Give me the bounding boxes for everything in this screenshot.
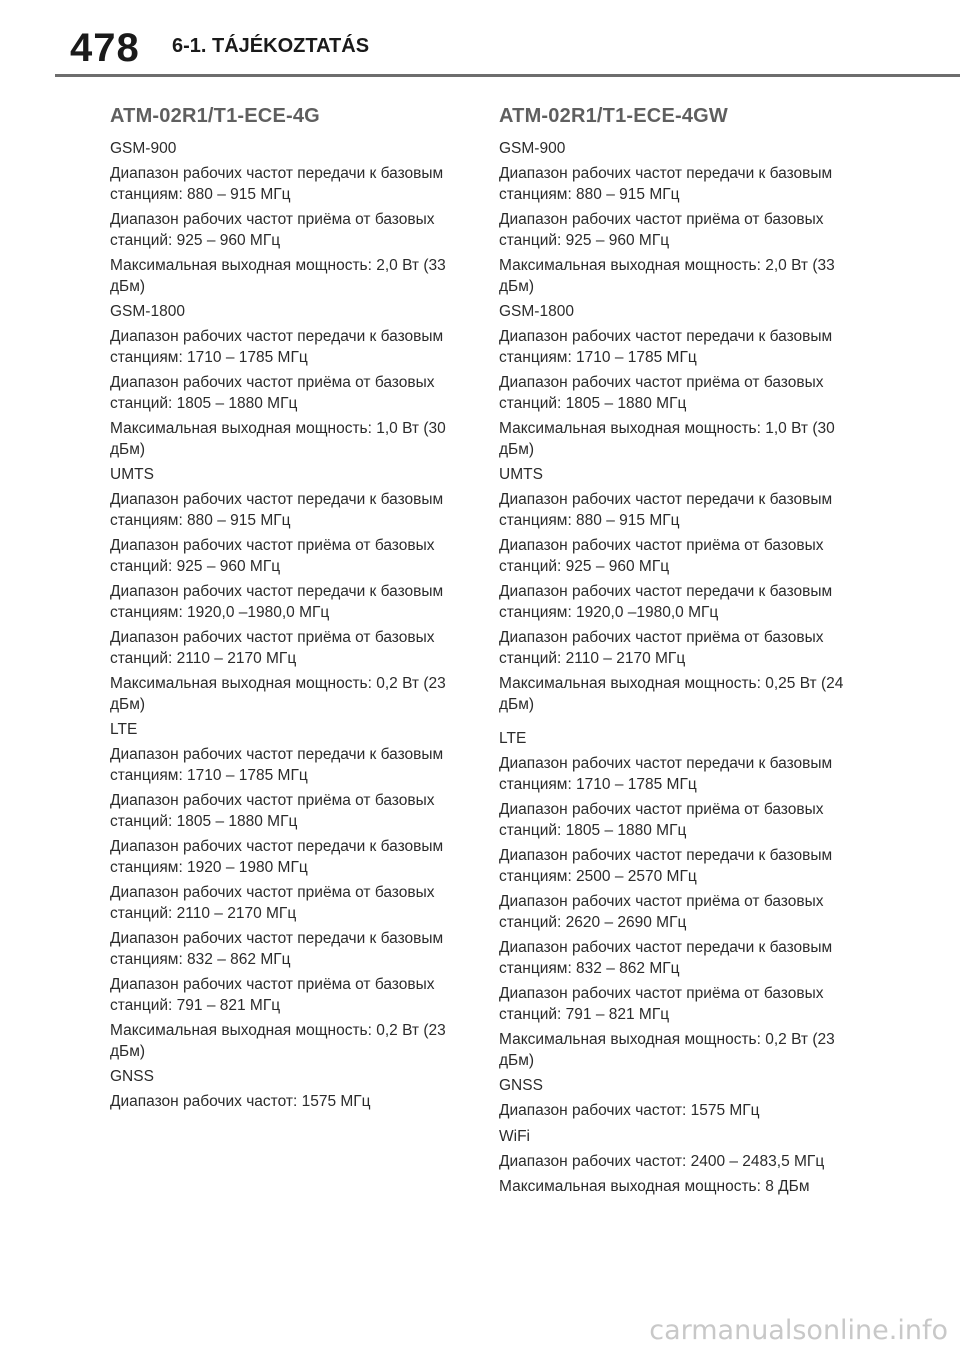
band-heading: LTE xyxy=(110,721,138,738)
spec-line: Диапазон рабочих частот приёма от базовых станций: 791 – 821 МГц xyxy=(499,985,824,1023)
left-column xyxy=(110,104,462,1118)
spec-line: Максимальная выходная мощность: 1,0 Вт (30 дБм) xyxy=(499,420,835,458)
spec-line: Диапазон рабочих частот передачи к базовым станциям: 1920,0 –1980,0 МГц xyxy=(499,583,833,621)
band-heading: WiFi xyxy=(499,1127,530,1145)
spec-line: Диапазон рабочих частот передачи к базовым станциям: 1710 – 1785 МГц xyxy=(499,328,833,366)
spec-line: Максимальная выходная мощность: 0,2 Вт (23 дБм) xyxy=(110,1022,446,1060)
spec-line: Диапазон рабочих частот приёма от базовых станций: 1805 – 1880 МГц xyxy=(499,374,824,412)
band-heading: GNSS xyxy=(499,1077,543,1094)
watermark: carmanualsonline.info xyxy=(649,1315,948,1346)
spec-line: Диапазон рабочих частот приёма от базовых станций: 2620 – 2690 МГц xyxy=(499,893,824,931)
spec-line: Диапазон рабочих частот передачи к базовым станциям: 1710 – 1785 МГц xyxy=(499,755,833,793)
section-title: 6-1. TÁJÉKOZTATÁS xyxy=(172,35,370,57)
spec-line: Диапазон рабочих частот передачи к базовым станциям: 880 – 915 МГц xyxy=(499,491,833,529)
spec-line: Диапазон рабочих частот передачи к базовым станциям: 832 – 862 МГц xyxy=(110,930,444,968)
band-heading: GSM-900 xyxy=(110,140,177,157)
spec-line: Максимальная выходная мощность: 0,25 Вт (24 дБм) xyxy=(499,675,844,713)
spec-line: Диапазон рабочих частот приёма от базовых станций: 2110 – 2170 МГц xyxy=(499,629,824,667)
spec-line: Диапазон рабочих частот передачи к базовым станциям: 1920,0 –1980,0 МГц xyxy=(110,583,444,621)
spec-line: Диапазон рабочих частот приёма от базовых станций: 925 – 960 МГц xyxy=(110,537,435,575)
band-heading: GNSS xyxy=(110,1068,154,1085)
page-number: 478 xyxy=(70,26,140,70)
spec-line: Диапазон рабочих частот передачи к базовым станциям: 2500 – 2570 МГц xyxy=(499,847,833,885)
spec-line: Максимальная выходная мощность: 2,0 Вт (33 дБм) xyxy=(110,257,446,295)
spec-line: Диапазон рабочих частот приёма от базовых станций: 925 – 960 МГц xyxy=(499,537,824,575)
spec-line: Диапазон рабочих частот: 1575 МГц xyxy=(110,1093,371,1110)
spec-line: Максимальная выходная мощность: 1,0 Вт (30 дБм) xyxy=(110,420,446,458)
spec-line: Максимальная выходная мощность: 2,0 Вт (33 дБм) xyxy=(499,257,835,295)
spec-line: Диапазон рабочих частот: 2400 – 2483,5 МГц xyxy=(499,1152,825,1170)
spec-line: Диапазон рабочих частот приёма от базовых станций: 791 – 821 МГц xyxy=(110,976,435,1014)
spec-line: Максимальная выходная мощность: 0,2 Вт (23 дБм) xyxy=(110,675,446,713)
spec-line: Диапазон рабочих частот приёма от базовых станций: 925 – 960 МГц xyxy=(499,211,824,249)
spec-line: Максимальная выходная мощность: 0,2 Вт (23 дБм) xyxy=(499,1031,835,1069)
band-heading: GSM-1800 xyxy=(110,303,185,320)
spec-line: Диапазон рабочих частот приёма от базовых станций: 2110 – 2170 МГц xyxy=(110,629,435,667)
spec-line: Диапазон рабочих частот приёма от базовых станций: 925 – 960 МГц xyxy=(110,211,435,249)
spec-line: Диапазон рабочих частот передачи к базовым станциям: 1710 – 1785 МГц xyxy=(110,746,444,784)
spec-line: Диапазон рабочих частот приёма от базовых станций: 2110 – 2170 МГц xyxy=(110,884,435,922)
spec-line: Диапазон рабочих частот: 1575 МГц xyxy=(499,1102,760,1119)
spec-line: Максимальная выходная мощность: 8 ДБм xyxy=(499,1178,810,1195)
band-heading: GSM-1800 xyxy=(499,303,574,320)
spec-line: Диапазон рабочих частот приёма от базовых станций: 1805 – 1880 МГц xyxy=(499,801,824,839)
band-heading: UMTS xyxy=(499,466,543,483)
model-title-4gw: ATM-02R1/T1-ECE-4GW xyxy=(499,105,729,127)
band-heading: LTE xyxy=(499,730,527,747)
spec-line: Диапазон рабочих частот передачи к базовым станциям: 1920 – 1980 МГц xyxy=(110,838,444,876)
band-heading: UMTS xyxy=(110,466,154,483)
band-heading: GSM-900 xyxy=(499,140,566,157)
header-divider xyxy=(55,74,960,77)
spec-line: Диапазон рабочих частот передачи к базовым станциям: 880 – 915 МГц xyxy=(110,165,444,203)
spec-line: Диапазон рабочих частот приёма от базовых станций: 1805 – 1880 МГц xyxy=(110,374,435,412)
spec-line: Диапазон рабочих частот передачи к базовым станциям: 832 – 862 МГц xyxy=(499,939,833,977)
spec-line: Диапазон рабочих частот передачи к базовым станциям: 1710 – 1785 МГц xyxy=(110,328,444,366)
spec-line: Диапазон рабочих частот передачи к базовым станциям: 880 – 915 МГц xyxy=(110,491,444,529)
spec-line: Диапазон рабочих частот передачи к базовым станциям: 880 – 915 МГц xyxy=(499,165,833,203)
model-title-4g: ATM-02R1/T1-ECE-4G xyxy=(110,105,320,127)
right-column xyxy=(499,104,851,1203)
page-header xyxy=(0,0,960,78)
spec-line: Диапазон рабочих частот приёма от базовых станций: 1805 – 1880 МГц xyxy=(110,792,435,830)
